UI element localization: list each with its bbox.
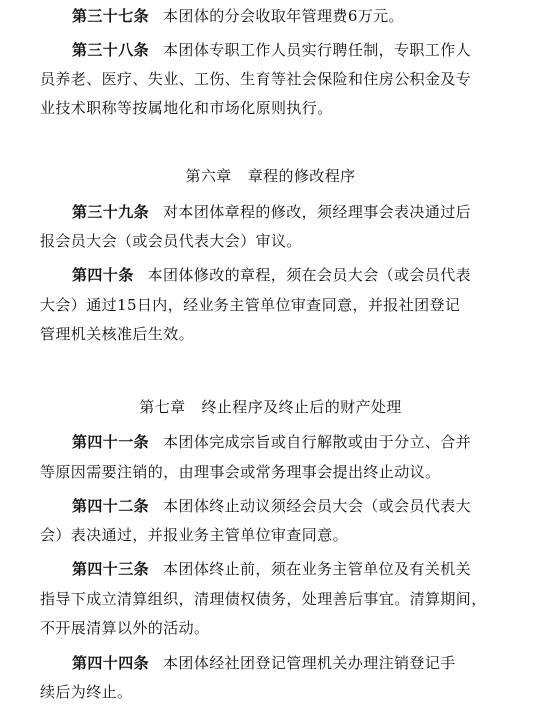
article-43-text-3: 不开展清算以外的活动。: [40, 619, 210, 637]
article-37-line-1: [0, 4, 541, 28]
article-42-number: 第四十二条: [72, 497, 150, 515]
article-38-line-2: [0, 67, 541, 91]
article-44-line-2: [0, 680, 541, 704]
article-38-text-2: 员养老、医疗、失业、工伤、生育等社会保险和住房公积金及专: [40, 70, 472, 88]
chapter-6-heading: [0, 164, 541, 188]
article-43-line-2: [0, 587, 541, 611]
chapter-7-number: 第七章: [139, 398, 186, 416]
article-44-number: 第四十四条: [72, 654, 150, 672]
article-39-line-1: [0, 200, 541, 224]
article-43-number: 第四十三条: [72, 560, 150, 578]
article-41-number: 第四十一条: [72, 433, 150, 451]
article-39-text-2: 报会员大会（或会员代表大会）审议。: [40, 232, 302, 250]
article-39-line-2: [0, 229, 541, 253]
article-40-line-1: [0, 263, 541, 287]
article-44-text-2: 续后为终止。: [40, 683, 133, 701]
article-43-text-1: 本团体终止前，须在业务主管单位及有关机关: [163, 560, 472, 578]
article-40-number: 第四十条: [72, 266, 134, 284]
article-37-number: 第三十七条: [72, 7, 150, 25]
article-40-text-1: 本团体修改的章程，须在会员大会（或会员代表: [147, 266, 472, 284]
chapter-7-heading: [0, 395, 541, 419]
chapter-6-title: 章程的修改程序: [247, 167, 356, 185]
article-40-text-3: 管理机关核准后生效。: [40, 325, 195, 343]
article-43-line-1: [0, 557, 541, 581]
article-42-text-1: 本团体终止动议须经会员大会（或会员代表大: [163, 497, 472, 515]
chapter-6-number: 第六章: [185, 167, 232, 185]
article-41-line-1: [0, 430, 541, 454]
article-41-text-2: 等原因需要注销的，由理事会或常务理事会提出终止动议。: [40, 463, 441, 481]
article-38-number: 第三十八条: [72, 41, 150, 59]
article-37-text: 本团体的分会收取年管理费6万元。: [163, 7, 404, 25]
article-42-text-2: 会）表决通过，并报业务主管单位审查同意。: [40, 526, 349, 544]
article-38-line-3: [0, 96, 541, 120]
article-43-text-2: 指导下成立清算组织，清理债权债务，处理善后事宜。清算期间，: [40, 590, 487, 608]
article-38-text-1: 本团体专职工作人员实行聘任制，专职工作人: [163, 41, 472, 59]
article-40-text-2: 大会）通过15日内，经业务主管单位审查同意，并报社团登记: [40, 296, 461, 314]
article-44-line-1: [0, 651, 541, 675]
article-39-text-1: 对本团体章程的修改，须经理事会表决通过后: [163, 203, 472, 221]
article-38-line-1: [0, 38, 541, 62]
article-43-line-3: [0, 616, 541, 640]
article-40-line-3: [0, 322, 541, 346]
article-41-text-1: 本团体完成宗旨或自行解散或由于分立、合并: [163, 433, 472, 451]
article-41-line-2: [0, 460, 541, 484]
article-39-number: 第三十九条: [72, 203, 150, 221]
article-38-text-3: 业技术职称等按属地化和市场化原则执行。: [40, 99, 333, 117]
article-42-line-2: [0, 523, 541, 547]
article-44-text-1: 本团体经社团登记管理机关办理注销登记手: [163, 654, 456, 672]
article-40-line-2: [0, 293, 541, 317]
chapter-7-title: 终止程序及终止后的财产处理: [201, 398, 402, 416]
article-42-line-1: [0, 494, 541, 518]
